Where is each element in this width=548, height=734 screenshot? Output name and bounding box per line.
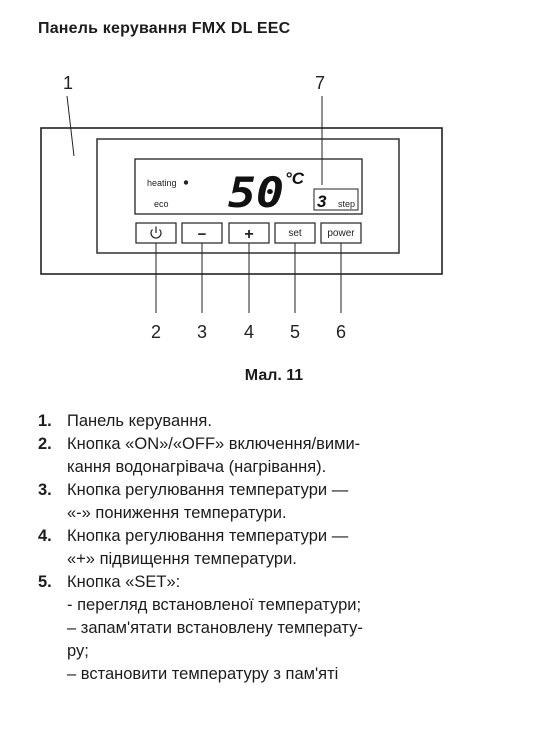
list-item [38,479,528,525]
item-number: 4. [38,527,52,545]
figure-caption: Мал. 11 [244,367,304,384]
set-button[interactable] [275,223,315,243]
item-text: – запам'ятати встановлену температу- [67,619,363,637]
legend-list [38,410,528,686]
step-label: step [338,199,356,209]
item-number: 5. [38,573,52,591]
callout-6: 6 [335,322,347,342]
power-onoff-button[interactable] [136,223,176,243]
item-text: – встановити температуру з пам'яті [67,665,339,683]
callout-3: 3 [196,322,208,342]
item-number: 3. [38,481,52,499]
eco-label: eco [154,199,169,209]
callout-1: 1 [63,73,74,93]
page-title: Панель керування FMX DL EEC [38,20,291,37]
item-text: кання водонагрівача (нагрівання). [67,458,327,476]
leader-1 [67,96,74,156]
callout-2: 2 [150,322,162,342]
item-text: - перегляд встановленої температури; [67,596,362,614]
item-text: «-» пониження температури. [67,504,287,522]
callout-4: 4 [243,322,255,342]
heating-indicator-icon [184,180,188,184]
item-text: Панель керування. [67,412,212,430]
plus-button-label: + [244,226,254,243]
item-text: «+» підвищення температури. [67,550,297,568]
plus-button[interactable] [229,223,269,243]
list-item [38,571,528,686]
item-text: ру; [67,642,89,660]
heating-label: heating [147,178,177,188]
item-number: 1. [38,412,52,430]
power-button-label: power [327,228,355,239]
set-button-label: set [288,228,302,239]
item-text: Кнопка регулювання температури — [67,481,349,499]
callout-7: 7 [315,73,326,93]
list-item [38,525,528,571]
minus-button[interactable] [182,223,222,243]
item-text: Кнопка «ON»/«OFF» включення/вими- [67,435,361,453]
list-item [38,433,528,479]
power-button[interactable] [321,223,361,243]
item-text: Кнопка регулювання температури — [67,527,349,545]
item-number: 2. [38,435,52,453]
step-value: 3 [317,192,327,211]
minus-button-label: − [197,226,207,243]
item-text: Кнопка «SET»: [67,573,181,591]
callout-5: 5 [289,322,301,342]
list-item [38,410,528,433]
temperature-unit: °C [285,169,305,188]
temperature-value: 50 [228,168,284,217]
